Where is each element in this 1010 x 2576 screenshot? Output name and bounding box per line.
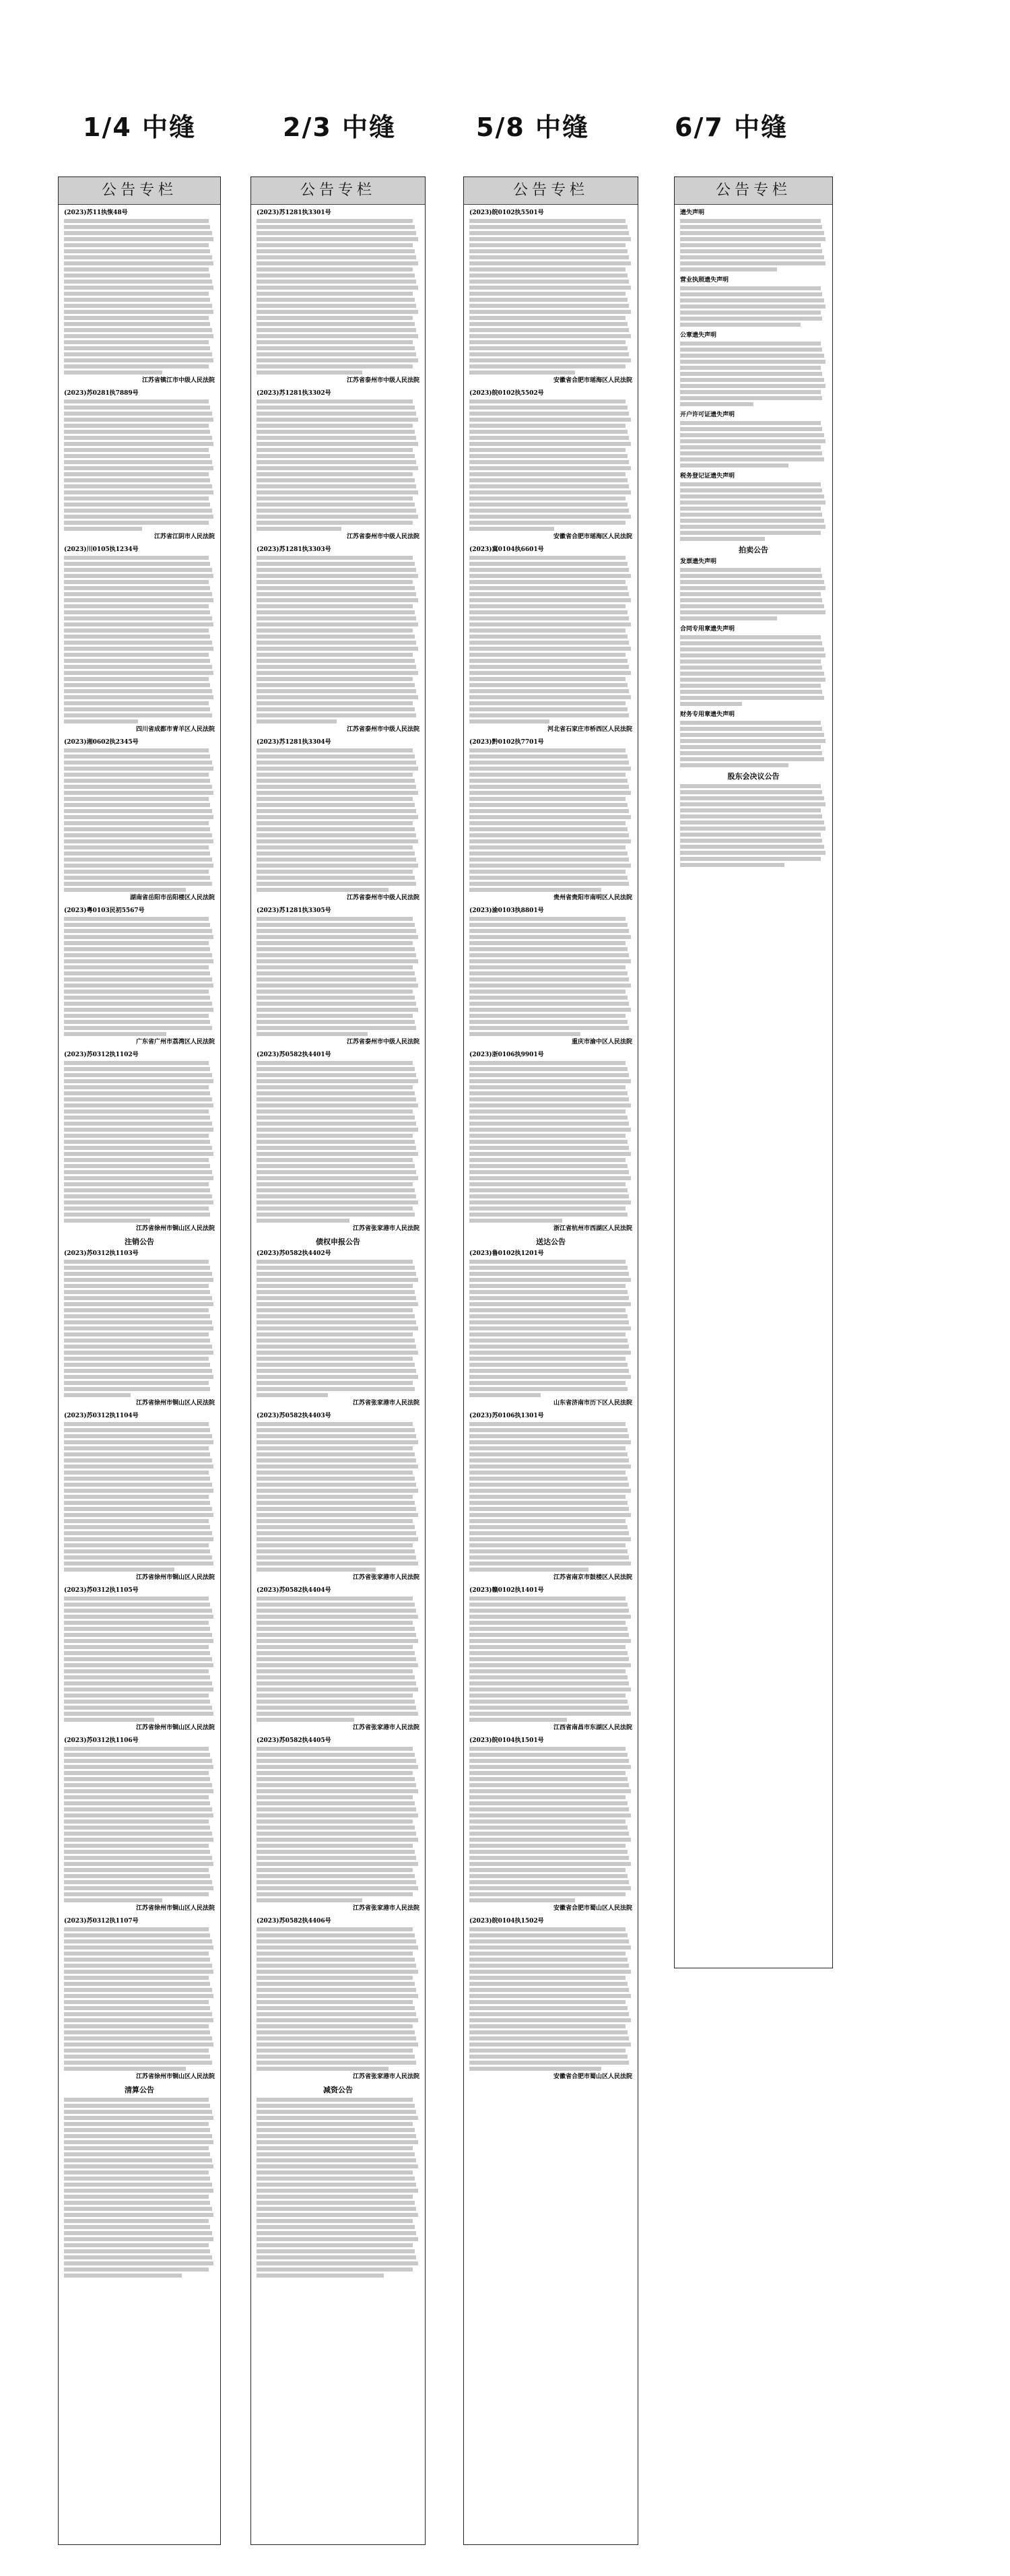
case-number: (2023)苏1281执3301号: [257, 210, 331, 216]
notice: [680, 331, 827, 406]
heading-2-3: 2/3 中缝: [283, 112, 396, 142]
notice: [680, 411, 827, 468]
court-name: 安徽省合肥市蜀山区人民法院: [553, 1905, 632, 1912]
court-name: 安徽省合肥市蜀山区人民法院: [553, 2073, 632, 2080]
case-number: (2023)鲁0102执1201号: [469, 1250, 544, 1257]
court-name: 江苏省张家港市人民法院: [352, 1725, 419, 1731]
body-text-placeholder: [469, 219, 632, 375]
body-text-placeholder: [469, 399, 632, 531]
notice: [64, 1051, 215, 1233]
notice: [469, 1250, 632, 1407]
notice: [469, 546, 632, 734]
notice: [64, 546, 215, 734]
court-name: 广东省广州市荔湾区人民法院: [135, 1039, 215, 1045]
case-number: (2023)湘0602执2345号: [64, 739, 139, 746]
court-name: 江苏省南京市鼓楼区人民法院: [553, 1574, 632, 1581]
notice: [257, 1250, 419, 1407]
case-number: (2023)苏11执恢48号: [64, 210, 128, 216]
case-number: (2023)苏0582执4404号: [257, 1587, 331, 1594]
court-name: 江苏省张家港市人民法院: [352, 1400, 419, 1407]
case-number: (2023)粤0103民初5567号: [64, 907, 145, 914]
body-text-placeholder: [469, 1422, 632, 1572]
body-text-placeholder: [257, 917, 419, 1036]
notice: [64, 1586, 215, 1732]
notice: [257, 1586, 419, 1732]
body-text-placeholder: [257, 219, 419, 375]
body-text-placeholder: [257, 556, 419, 723]
body-text-placeholder: [64, 1747, 215, 1902]
court-name: 贵州省贵阳市南明区人民法院: [553, 895, 632, 901]
case-number: 税务登记证遗失声明: [680, 473, 735, 480]
court-name: 安徽省合肥市瑶海区人民法院: [553, 377, 632, 384]
body-text-placeholder: [64, 1260, 215, 1397]
body-text-placeholder: [469, 1597, 632, 1722]
notice: [257, 209, 419, 385]
court-name: 湖南省岳阳市岳阳楼区人民法院: [129, 895, 215, 901]
notice: [257, 738, 419, 902]
case-number: (2023)皖0102执5502号: [469, 390, 544, 397]
notice: [257, 1737, 419, 1912]
case-number: 公章遗失声明: [680, 332, 717, 339]
case-number: 发票遗失声明: [680, 558, 717, 565]
case-number: 开户许可证遗失声明: [680, 412, 735, 418]
column-body: [251, 205, 425, 2284]
body-text-placeholder: [257, 1927, 419, 2071]
case-number: (2023)皖0102执5501号: [469, 210, 544, 216]
column-body: [464, 205, 638, 2090]
case-number: (2023)皖0104执1501号: [469, 1737, 544, 1744]
body-text-placeholder: [680, 784, 827, 867]
body-text-placeholder: [680, 482, 827, 541]
body-text-placeholder: [64, 556, 215, 723]
column-title: 公告专栏: [59, 177, 220, 205]
notice: [64, 1737, 215, 1912]
notice: [257, 389, 419, 541]
body-text-placeholder: [680, 568, 827, 620]
body-text-placeholder: [257, 1597, 419, 1722]
case-number: (2023)苏1281执3302号: [257, 390, 331, 397]
court-name: 江苏省徐州市铜山区人民法院: [135, 1400, 215, 1407]
court-name: 江苏省张家港市人民法院: [352, 1225, 419, 1232]
notice: [469, 1412, 632, 1582]
section-heading: 减资公告: [323, 2086, 353, 2094]
case-number: (2023)苏0106执1301号: [469, 1413, 544, 1419]
body-text-placeholder: [469, 1260, 632, 1397]
case-number: (2023)苏1281执3304号: [257, 739, 331, 746]
case-number: (2023)苏0582执4403号: [257, 1413, 331, 1419]
court-name: 江苏省张家港市人民法院: [352, 1574, 419, 1581]
notice: [680, 625, 827, 706]
case-number: 合同专用章遗失声明: [680, 626, 735, 633]
column-5-8: [463, 176, 638, 2545]
body-text-placeholder: [469, 1061, 632, 1223]
court-name: 江苏省徐州市铜山区人民法院: [135, 1905, 215, 1912]
body-text-placeholder: [469, 1927, 632, 2071]
body-text-placeholder: [64, 1061, 215, 1223]
section-heading: 股东会决议公告: [727, 772, 780, 781]
section-heading: 债权申报公告: [316, 1237, 360, 1246]
court-name: 江苏省泰州市中级人民法院: [346, 1039, 419, 1045]
case-number: (2023)皖0104执1502号: [469, 1918, 544, 1925]
court-name: 江苏省江阴市人民法院: [154, 534, 215, 540]
notice: [257, 1412, 419, 1582]
case-number: (2023)苏0582执4405号: [257, 1737, 331, 1744]
case-number: 遗失声明: [680, 210, 705, 216]
body-text-placeholder: [680, 421, 827, 468]
column-title: 公告专栏: [675, 177, 832, 205]
case-number: (2023)苏0312执1107号: [64, 1918, 139, 1925]
court-name: 江苏省徐州市铜山区人民法院: [135, 1725, 215, 1731]
case-number: (2023)浙0106执9901号: [469, 1052, 544, 1058]
heading-6-7: 6/7 中缝: [675, 112, 788, 142]
section-heading: 送达公告: [536, 1237, 566, 1246]
body-text-placeholder: [680, 286, 827, 327]
section-heading: 注销公告: [125, 1237, 154, 1246]
notice: [64, 209, 215, 385]
notice: [680, 472, 827, 541]
case-number: (2023)苏0582执4402号: [257, 1250, 331, 1257]
court-name: 河北省石家庄市桥西区人民法院: [547, 726, 632, 733]
court-name: 山东省济南市历下区人民法院: [553, 1400, 632, 1407]
body-text-placeholder: [257, 1260, 419, 1397]
column-body: [59, 205, 220, 2284]
body-text-placeholder: [64, 399, 215, 531]
body-text-placeholder: [469, 917, 632, 1036]
body-text-placeholder: [680, 635, 827, 706]
body-text-placeholder: [469, 1747, 632, 1902]
section-heading: 拍卖公告: [739, 546, 768, 554]
court-name: 江苏省徐州市铜山区人民法院: [135, 1574, 215, 1581]
court-name: 江苏省张家港市人民法院: [352, 1905, 419, 1912]
body-text-placeholder: [64, 1422, 215, 1572]
body-text-placeholder: [257, 1061, 419, 1223]
notice: [469, 209, 632, 385]
case-number: (2023)渝0103执8801号: [469, 907, 544, 914]
notice: [680, 558, 827, 620]
body-text-placeholder: [257, 1422, 419, 1572]
case-number: 财务专用章遗失声明: [680, 711, 735, 718]
court-name: 江苏省镇江市中级人民法院: [141, 377, 215, 384]
heading-1-4: 1/4 中缝: [83, 112, 196, 142]
notice: [257, 1917, 419, 2081]
case-number: (2023)苏0312执1106号: [64, 1737, 139, 1744]
case-number: (2023)苏0582执4406号: [257, 1918, 331, 1925]
heading-5-8: 5/8 中缝: [476, 112, 589, 142]
court-name: 浙江省杭州市西湖区人民法院: [553, 1225, 632, 1232]
notice: [64, 1917, 215, 2081]
notice: [64, 1412, 215, 1582]
case-number: (2023)苏0312执1105号: [64, 1587, 139, 1594]
body-text-placeholder: [64, 748, 215, 892]
body-text-placeholder: [680, 219, 827, 271]
case-number: (2023)冀0104执6601号: [469, 546, 544, 553]
body-text-placeholder: [64, 917, 215, 1036]
notice: [680, 209, 827, 271]
notice: [469, 389, 632, 541]
notice: [469, 1917, 632, 2081]
court-name: 安徽省合肥市瑶海区人民法院: [553, 534, 632, 540]
body-text-placeholder: [257, 1747, 419, 1902]
body-text-placeholder: [469, 748, 632, 892]
notice: [257, 546, 419, 734]
body-text-placeholder: [257, 399, 419, 531]
notice: [64, 738, 215, 902]
court-name: 江苏省泰州市中级人民法院: [346, 534, 419, 540]
body-text-placeholder: [257, 748, 419, 892]
court-name: 江苏省徐州市铜山区人民法院: [135, 2073, 215, 2080]
column-title: 公告专栏: [464, 177, 638, 205]
case-number: (2023)苏1281执3303号: [257, 546, 331, 553]
court-name: 江苏省泰州市中级人民法院: [346, 377, 419, 384]
case-number: (2023)苏0281执7889号: [64, 390, 139, 397]
body-text-placeholder: [680, 342, 827, 406]
body-text-placeholder: [64, 1597, 215, 1722]
court-name: 重庆市渝中区人民法院: [571, 1039, 632, 1045]
case-number: (2023)黔0102执7701号: [469, 739, 544, 746]
court-name: 江西省南昌市东湖区人民法院: [553, 1725, 632, 1731]
case-number: (2023)苏1281执3305号: [257, 907, 331, 914]
body-text-placeholder: [64, 219, 215, 375]
case-number: (2023)赣0102执1401号: [469, 1587, 544, 1594]
case-number: (2023)苏0312执1104号: [64, 1413, 139, 1419]
notice: [469, 1586, 632, 1732]
notice: [469, 1737, 632, 1912]
notice: [257, 907, 419, 1046]
section-heading: 清算公告: [125, 2086, 154, 2094]
notice: [469, 907, 632, 1046]
court-name: 江苏省徐州市铜山区人民法院: [135, 1225, 215, 1232]
case-number: (2023)苏0312执1103号: [64, 1250, 139, 1257]
notice: [64, 389, 215, 541]
case-number: (2023)苏0582执4401号: [257, 1052, 331, 1058]
court-name: 江苏省张家港市人民法院: [352, 2073, 419, 2080]
column-1-4: [58, 176, 221, 2545]
case-number: 营业执照遗失声明: [680, 277, 729, 284]
notice: [257, 1051, 419, 1233]
court-name: 四川省成都市青羊区人民法院: [135, 726, 215, 733]
court-name: 江苏省泰州市中级人民法院: [346, 895, 419, 901]
column-title: 公告专栏: [251, 177, 425, 205]
body-text-placeholder: [64, 2098, 215, 2278]
body-text-placeholder: [257, 2098, 419, 2278]
notice: [469, 1051, 632, 1233]
column-6-7: [674, 176, 833, 1968]
column-body: [675, 205, 832, 873]
notice: [680, 276, 827, 327]
column-2-3: [250, 176, 426, 2545]
case-number: (2023)苏0312执1102号: [64, 1052, 139, 1058]
notice: [64, 1250, 215, 1407]
notice: [64, 907, 215, 1046]
court-name: 江苏省泰州市中级人民法院: [346, 726, 419, 733]
case-number: (2023)川0105执1234号: [64, 546, 139, 553]
body-text-placeholder: [469, 556, 632, 723]
body-text-placeholder: [680, 721, 827, 767]
body-text-placeholder: [64, 1927, 215, 2071]
notice: [469, 738, 632, 902]
notice: [680, 711, 827, 767]
